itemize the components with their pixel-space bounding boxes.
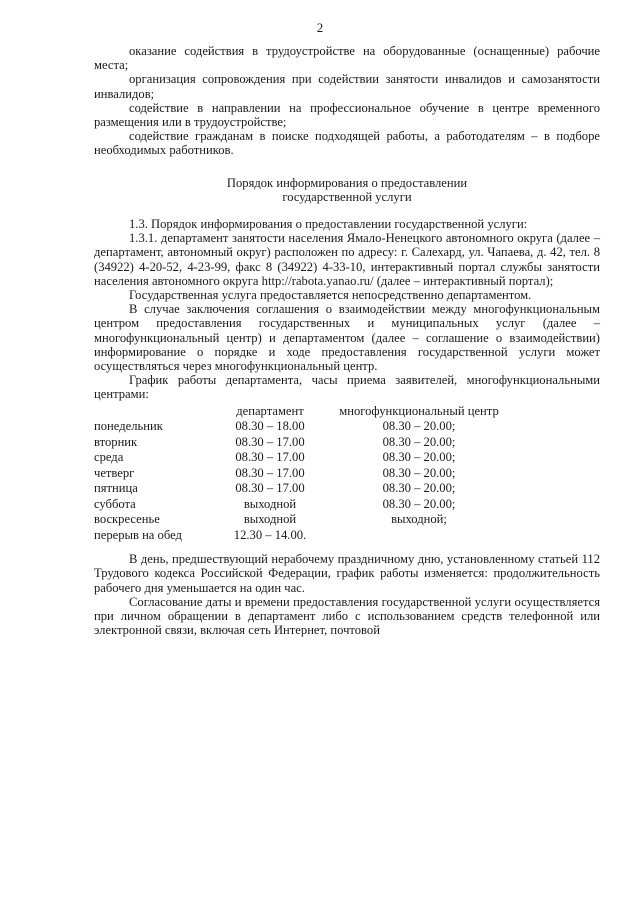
table-row [94,481,504,497]
document-body [94,44,600,637]
bullet-item: организация сопровождения при содействии занятости инвалидов и самозанятости инвалидов; [94,72,600,101]
table-cell: 08.30 – 20.00; [382,450,456,465]
paragraph: В случае заключения соглашения о взаимодействии между многофункциональным центром предоставления государственных и муниципальных услуг (далее – многофункциональный центр) и департаментом (далее – соглашение о взаимодействии) информирование о порядке и ходе предоставления государственной услуги может осуществляться через многофункциональный центр. [94,302,600,374]
bullet-item: содействие в направлении на профессиональное обучение в центре временного размещения или в трудоустройстве; [94,100,600,130]
section-heading-line: государственной услуги [282,189,412,204]
table-cell: 08.30 – 17.00 [235,465,305,480]
table-cell: 08.30 – 20.00; [382,419,456,434]
paragraph: 1.3. Порядок информирования о предоставлении государственной услуги: [129,217,528,232]
table-cell: 08.30 – 18.00 [235,419,305,434]
paragraph: Согласование даты и времени предоставления государственной услуги осуществляется при личном обращении в департамент либо с использованием средств телефонной или электронной связи, включая сеть Интернет, почтовой [94,594,600,638]
table-header-cell: многофункциональный центр [339,403,499,418]
table-cell: выходной [243,512,297,527]
table-row [94,512,504,528]
table-row [94,450,504,466]
table-cell: среда [94,450,124,465]
table-cell: 08.30 – 17.00 [235,450,305,465]
table-cell: 08.30 – 17.00 [235,481,305,496]
table-cell: суббота [94,496,136,511]
table-row [94,435,504,451]
table-cell: перерыв на обед [94,527,182,542]
table-cell: выходной; [391,512,447,527]
table-header-cell [94,404,206,420]
table-cell: понедельник [94,419,163,434]
table-row [94,419,504,435]
section-heading-line: Порядок информирования о предоставлении [226,175,468,190]
paragraph: В день, предшествующий нерабочему праздничному дню, установленному статьей 112 Трудового кодекса Российской Федерации, график работы изменяется: продолжительность рабочего дня уменьшается на один час. [94,552,600,595]
table-cell [334,528,504,544]
table-cell: 08.30 – 20.00; [382,434,456,449]
table-cell: 12.30 – 14.00. [233,527,307,542]
table-cell: 08.30 – 20.00; [382,481,456,496]
page-number: 2 [316,20,324,35]
paragraph: Государственная услуга предоставляется непосредственно департаментом. [129,288,532,303]
schedule-table [94,404,504,544]
table-cell: пятница [94,481,138,496]
section-heading [94,176,600,204]
table-cell: выходной [243,496,297,511]
table-row [94,497,504,513]
table-cell: 08.30 – 20.00; [382,465,456,480]
spacer [94,543,600,552]
table-cell: вторник [94,434,138,449]
table-cell: 08.30 – 17.00 [235,434,305,449]
table-cell: четверг [94,465,135,480]
table-header-cell: департамент [236,403,304,418]
bullet-item: оказание содействия в трудоустройстве на оборудованные (оснащенные) рабочие места; [94,44,600,73]
paragraph: График работы департамента, часы приема заявителей, многофункциональными центрами: [94,373,600,402]
table-row [94,466,504,482]
table-cell: воскресенье [94,512,160,527]
table-row [94,528,504,544]
table-cell: 08.30 – 20.00; [382,496,456,511]
bullet-item: содействие гражданам в поиске подходящей работы, а работодателям – в подборе необходимых работников. [94,129,600,158]
table-header-row [94,404,504,420]
paragraph: 1.3.1. департамент занятости населения Ямало-Ненецкого автономного округа (далее – департамент, автономный округ) расположен по адресу: г. Салехард, ул. Чапаева, д. 42, тел. 8 (34922) 4-20-52, 4-23-99, факс 8 (34922) 4-33-10, интерактивный портал службы занятости населения автономного округа http://rabota.yanao.ru/ (далее – интерактивный портал); [94,231,600,288]
